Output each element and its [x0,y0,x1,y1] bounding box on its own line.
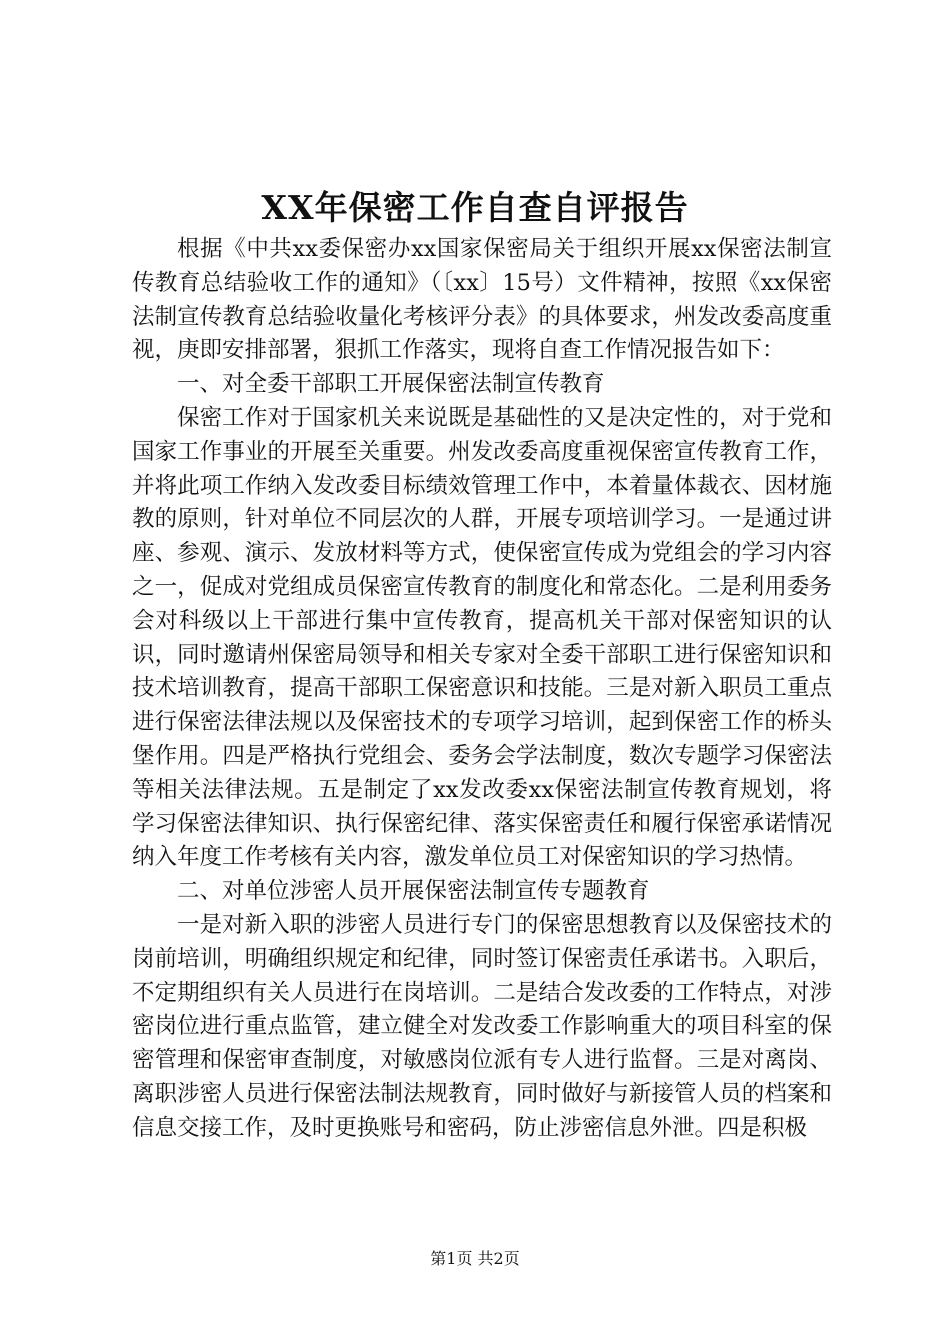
section-heading-2: 二、对单位涉密人员开展保密法制宣传专题教育 [177,878,650,905]
section-1-paragraph: 保密工作对于国家机关来说既是基础性的又是决定性的，对于党和国家工作事业的开展至关重要。州发改委高度重视保密宣传教育工作，并将此项工作纳入发改委目标绩效管理工作中，本着量体裁衣、因材施教的原则，针对单位不同层次的人群，开展专项培训学习。一是通过讲座、参观、演示、发放材料等方式，使保密宣传成为党组会的学习内容之一，促成对党组成员保密宣传教育的制度化和常态化。二是利用委务会对科级以上干部进行集中宣传教育，提高机关干部对保密知识的认识，同时邀请州保密局领导和相关专家对全委干部职工进行保密知识和技术培训教育，提高干部职工保密意识和技能。三是对新入职员工重点进行保密法律法规以及保密技术的专项学习培训，起到保密工作的桥头堡作用。四是严格执行党组会、委务会学法制度，数次专题学习保密法等相关法律法规。五是制定了xx发改委xx保密法制宣传教育规划，将学习保密法律知识、执行保密纪律、落实保密责任和履行保密承诺情况纳入年度工作考核有关内容，激发单位员工对保密知识的学习热情。 [132,404,832,871]
section-2-paragraph: 一是对新入职的涉密人员进行专门的保密思想教育以及保密技术的岗前培训，明确组织规定和纪律，同时签订保密责任承诺书。入职后，不定期组织有关人员进行在岗培训。二是结合发改委的工作特点，对涉密岗位进行重点监管，建立健全对发改委工作影响重大的项目科室的保密管理和保密审查制度，对敏感岗位派有专人进行监督。三是对离岗、离职涉密人员进行保密法制法规教育，同时做好与新接管人员的档案和信息交接工作，及时更换账号和密码，防止涉密信息外泄。四是积极 [132,911,832,1141]
section-heading-1: 一、对全委干部职工开展保密法制宣传教育 [177,371,605,398]
document-body [132,233,832,1146]
document-title: XX年保密工作自查自评报告 [261,188,689,227]
page-footer: 第1页 共2页 [430,1249,520,1268]
intro-paragraph: 根据《中共xx委保密办xx国家保密局关于组织开展xx保密法制宣传教育总结验收工作的通知》（〔xx〕15号）文件精神，按照《xx保密法制宣传教育总结验收量化考核评分表》的具体要求，州发改委高度重视，庚即安排部署，狠抓工作落实，现将自查工作情况报告如下： [132,236,832,364]
